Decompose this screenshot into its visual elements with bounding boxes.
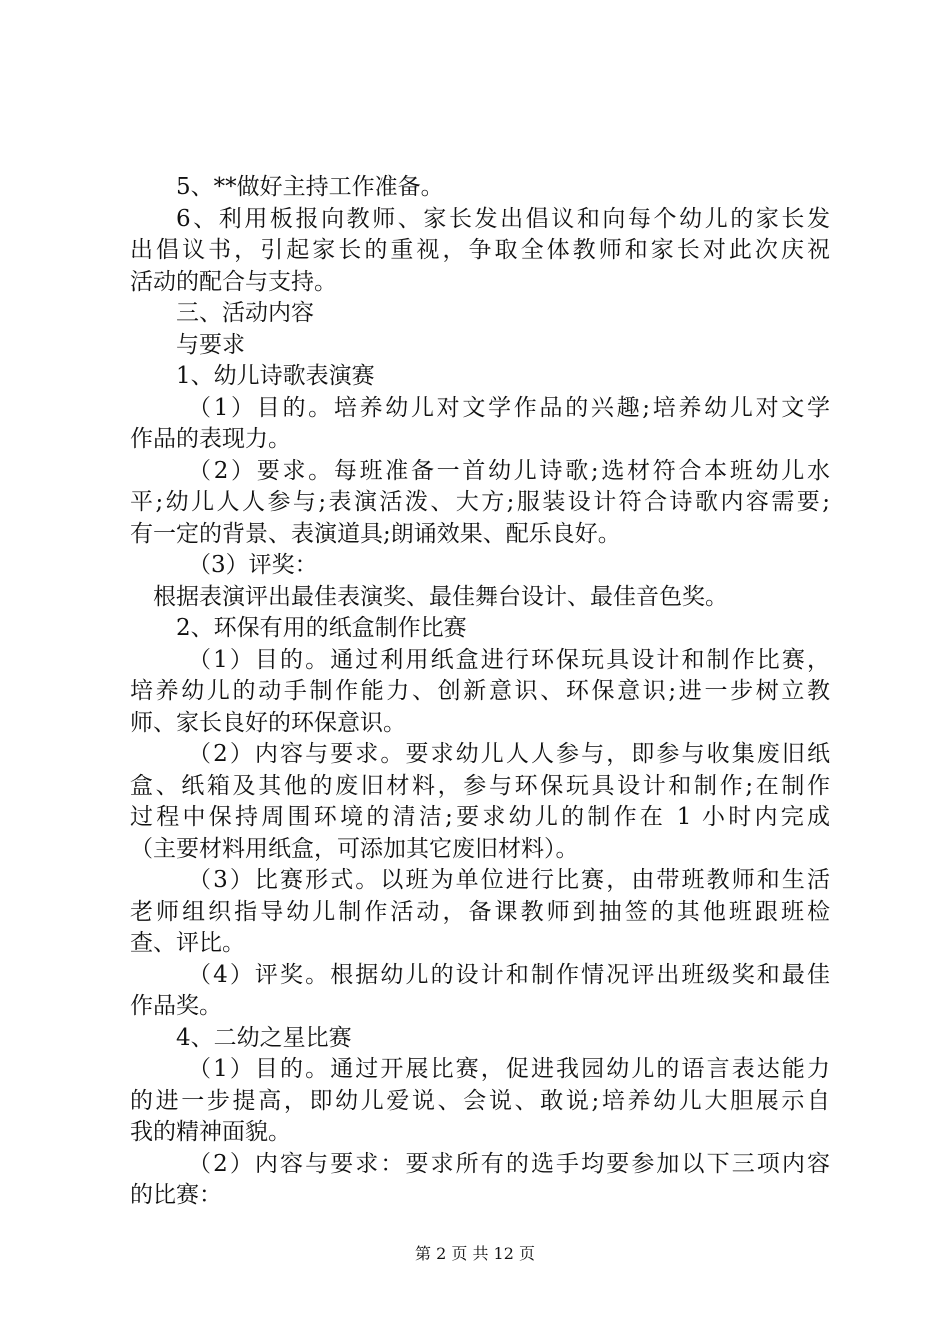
paragraph-line: （3）评奖：: [188, 552, 318, 578]
paragraph-line: （2）内容与要求。要求幼儿人人参与，即参与收集废旧纸: [188, 741, 830, 767]
paragraph-line: （3）比赛形式。以班为单位进行比赛，由带班教师和生活: [188, 867, 830, 893]
paragraph-line: 的进一步提高，即幼儿爱说、会说、敢说;培养幼儿大胆展示自: [130, 1087, 830, 1114]
paragraph-line: 查、评比。: [130, 930, 245, 956]
paragraph-line: （1）目的。通过利用纸盒进行环保玩具设计和制作比赛，: [188, 646, 830, 673]
paragraph-line: 盒、纸箱及其他的废旧材料，参与环保玩具设计和制作;在制作: [130, 772, 830, 799]
section-heading: 三、活动内容: [176, 300, 314, 326]
page-footer: [0, 1243, 950, 1265]
paragraph-line: 5、**做好主持工作准备。: [176, 174, 444, 200]
paragraph-line: 的比赛：: [130, 1182, 222, 1208]
paragraph-line: （1）目的。培养幼儿对文学作品的兴趣;培养幼儿对文学: [188, 394, 830, 421]
page-number: 第 2 页 共 12 页: [415, 1244, 535, 1263]
subsection-heading: 1、幼儿诗歌表演赛: [176, 363, 375, 389]
paragraph-line: （4）评奖。根据幼儿的设计和制作情况评出班级奖和最佳: [188, 961, 830, 988]
subsection-heading: 4、二幼之星比赛: [176, 1024, 352, 1051]
section-heading: 与要求: [176, 331, 245, 358]
paragraph-line: （1）目的。通过开展比赛，促进我园幼儿的语言表达能力: [188, 1056, 830, 1082]
subsection-heading: 2、环保有用的纸盒制作比赛: [176, 615, 467, 641]
paragraph-line: （主要材料用纸盒，可添加其它废旧材料）。: [130, 835, 579, 862]
paragraph-line: 培养幼儿的动手制作能力、创新意识、环保意识;进一步树立教: [130, 678, 830, 704]
paragraph-line: 过程中保持周围环境的清洁;要求幼儿的制作在 1 小时内完成: [130, 804, 830, 830]
paragraph-line: （2）内容与要求：要求所有的选手均要参加以下三项内容: [188, 1150, 830, 1177]
paragraph-line: 平;幼儿人人参与;表演活泼、大方;服装设计符合诗歌内容需要;: [130, 489, 830, 515]
paragraph-line: 活动的配合与支持。: [130, 268, 337, 295]
paragraph-line: 作品的表现力。: [130, 426, 291, 452]
paragraph-line: 作品奖。: [130, 993, 222, 1019]
paragraph-line: 我的精神面貌。: [130, 1119, 291, 1145]
paragraph-line: （2）要求。每班准备一首幼儿诗歌;选材符合本班幼儿水: [188, 457, 830, 484]
paragraph-line: 6、利用板报向教师、家长发出倡议和向每个幼儿的家长发: [176, 205, 830, 232]
paragraph-line: 有一定的背景、表演道具;朗诵效果、配乐良好。: [130, 520, 621, 547]
paragraph-line: 根据表演评出最佳表演奖、最佳舞台设计、最佳音色奖。: [153, 583, 728, 610]
paragraph-line: 老师组织指导幼儿制作活动，备课教师到抽签的其他班跟班检: [130, 898, 830, 925]
document-body: [130, 172, 830, 1212]
paragraph-line: 出倡议书，引起家长的重视，争取全体教师和家长对此次庆祝: [130, 237, 830, 263]
paragraph-line: 师、家长良好的环保意识。: [130, 709, 406, 736]
